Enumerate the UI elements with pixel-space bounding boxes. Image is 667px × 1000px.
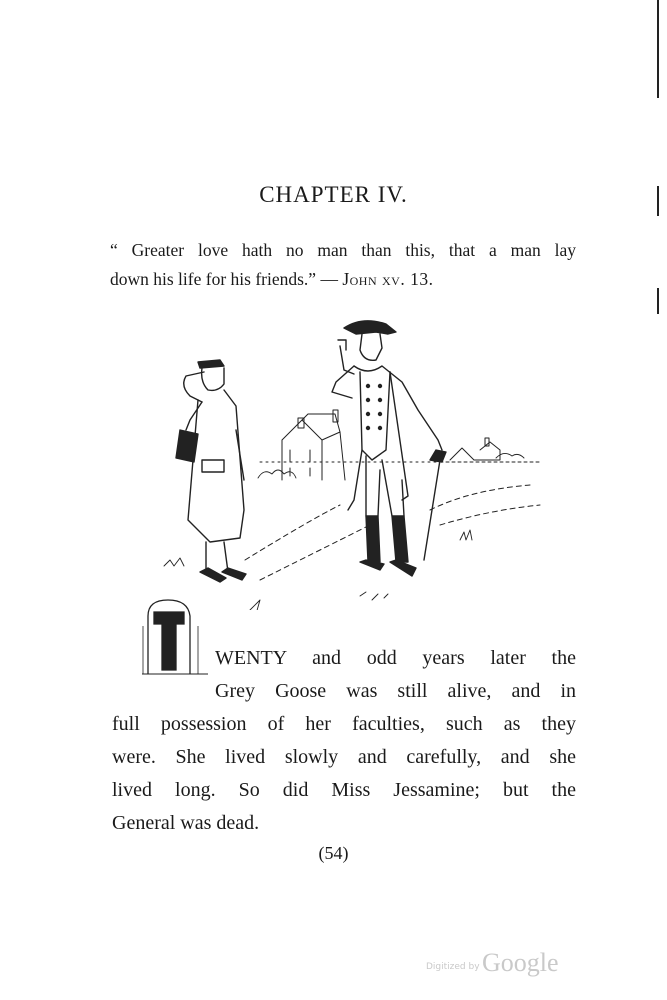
epigraph-line: “ Greater love hath no man than this, that a man lay bbox=[110, 240, 576, 260]
text-line: Grey Goose was still alive, and in bbox=[215, 680, 576, 702]
page-number: (54) bbox=[318, 843, 349, 863]
epigraph-text: down his life for his friends.” — bbox=[110, 269, 343, 289]
scan-edge-mark bbox=[657, 288, 659, 314]
epigraph-line bbox=[110, 265, 576, 294]
epigraph-reference: John xv. 13. bbox=[342, 269, 434, 289]
epigraph bbox=[110, 236, 576, 294]
scan-edge-mark bbox=[657, 0, 659, 98]
watermark-brand: Google bbox=[482, 948, 559, 977]
digitized-watermark bbox=[426, 948, 566, 978]
text-line: General was dead. bbox=[112, 812, 260, 834]
dropcap-letter: T bbox=[164, 656, 165, 657]
dropcap-milestone-icon bbox=[140, 596, 212, 676]
text-line: were. She lived slowly and carefully, and she bbox=[112, 746, 576, 768]
text-line: full possession of her faculties, such as they bbox=[112, 713, 576, 735]
watermark-prefix: Digitized by bbox=[426, 962, 480, 972]
figures-illustration-icon bbox=[140, 310, 560, 610]
text-line: WENTY and odd years later the bbox=[215, 647, 576, 669]
left-figure-icon bbox=[176, 360, 246, 582]
right-figure-icon bbox=[332, 321, 446, 576]
text-line: lived long. So did Miss Jessamine; but the bbox=[112, 779, 576, 801]
chapter-title: CHAPTER IV. bbox=[259, 182, 408, 207]
